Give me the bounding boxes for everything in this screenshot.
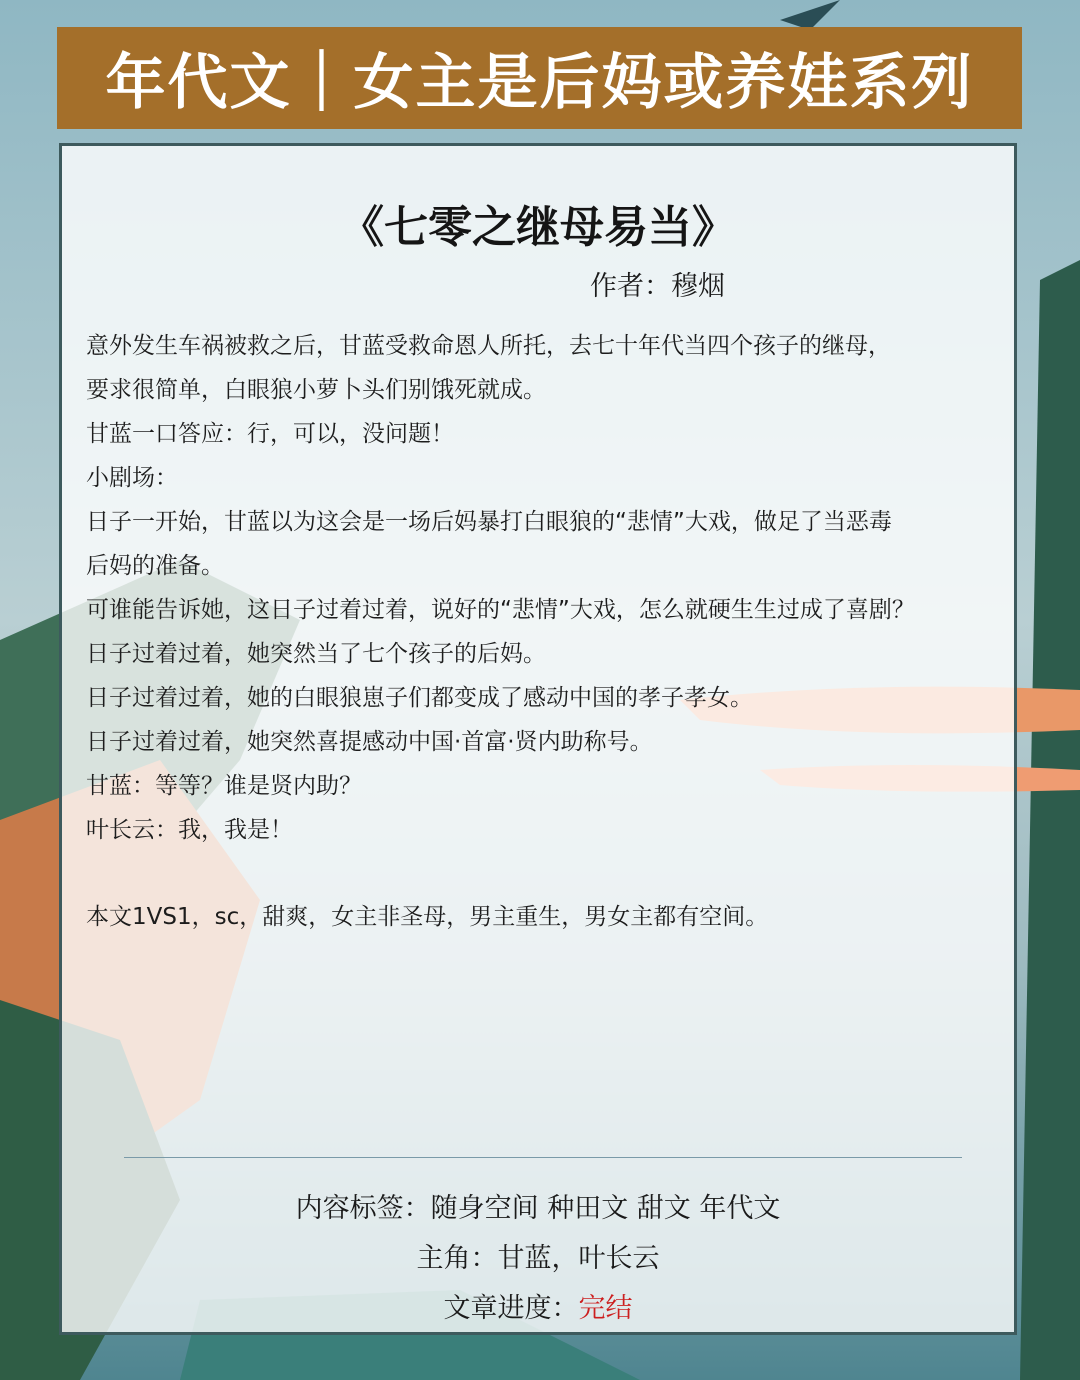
content-tags [62,1186,1014,1225]
synopsis-line: 后妈的准备。 [86,553,224,579]
synopsis [86,324,996,939]
series-header [57,27,1022,129]
synopsis-line: 叶长云：我，我是！ [86,817,293,843]
divider [124,1157,962,1158]
synopsis-line: 甘蓝一口答应：行，可以，没问题！ [86,421,454,447]
synopsis-line: 日子过着过着，她突然喜提感动中国·首富·贤内助称号。 [86,729,653,755]
synopsis-line: 日子过着过着，她突然当了七个孩子的后妈。 [86,641,546,667]
synopsis-line: 甘蓝：等等？谁是贤内助？ [86,773,362,799]
main-characters [62,1236,1014,1275]
book-title: 《七零之继母易当》 [340,202,736,253]
content-tags-value: 随身空间 种田文 甜文 年代文 [430,1193,781,1224]
synopsis-line: 可谁能告诉她，这日子过着过着，说好的“悲情”大戏，怎么就硬生生过成了喜剧？ [86,597,915,623]
book-card [59,143,1017,1335]
synopsis-line: 要求很简单，白眼狼小萝卜头们别饿死就成。 [86,377,546,403]
synopsis-line: 日子过着过着，她的白眼狼崽子们都变成了感动中国的孝子孝女。 [86,685,753,711]
content-tags-label: 内容标签： [295,1193,431,1224]
series-title: 年代文｜女主是后妈或养娃系列 [105,48,974,118]
synopsis-line: 日子一开始，甘蓝以为这会是一场后妈暴打白眼狼的“悲情”大戏，做足了当恶毒 [86,509,892,535]
article-progress-label: 文章进度： [443,1293,579,1324]
article-progress-status: 完结 [578,1293,633,1324]
author-line [590,264,725,303]
main-characters-value: 甘蓝，叶长云 [497,1243,660,1274]
author-name: 穆烟 [671,271,725,302]
synopsis-line: 意外发生车祸被救之后，甘蓝受救命恩人所托，去七十年代当四个孩子的继母， [86,333,891,359]
synopsis-line: 小剧场： [86,465,178,491]
article-progress [62,1286,1014,1325]
synopsis-note: 本文1VS1，sc，甜爽，女主非圣母，男主重生，男女主都有空间。 [86,904,769,930]
paragraph-gap [86,852,996,895]
author-label: 作者： [590,271,671,302]
main-characters-label: 主角： [416,1243,498,1274]
